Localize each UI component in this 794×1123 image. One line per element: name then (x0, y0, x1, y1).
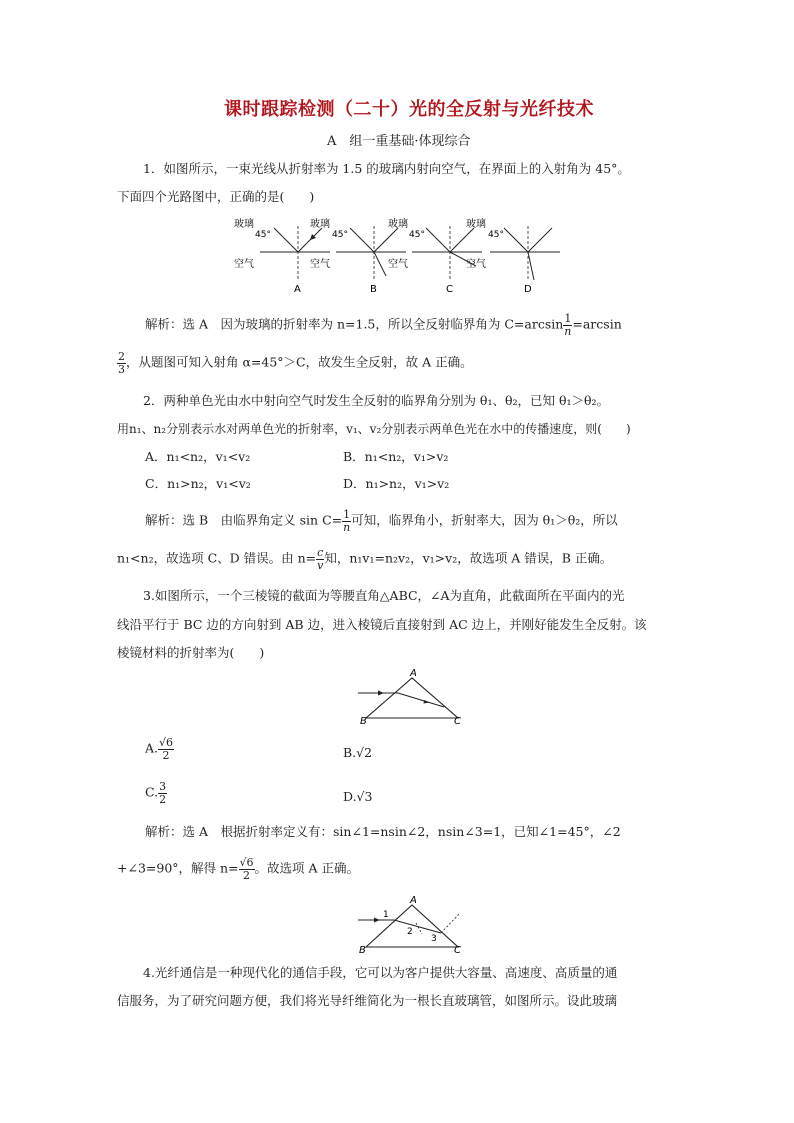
q2-line2: 用n₁、n₂分别表示水对两单色光的折射率，v₁、v₂分别表示两单色光在水中的传播速度，则( ) (117, 422, 631, 436)
glass-label: 玻璃 (466, 219, 486, 230)
q3-line3: 棱镜材料的折射率为( ) (117, 645, 265, 660)
q3-option-c (145, 781, 167, 805)
q1-fraction-1-over-n (563, 313, 572, 337)
angle-label: 45° (488, 230, 504, 240)
q1-answer-text-b: =arcsin (572, 316, 622, 332)
denominator: 2 (243, 868, 251, 882)
vertex-a-label: A (410, 895, 417, 906)
q2-option-b: B．n₁<n₂，v₁>v₂ (343, 449, 449, 464)
numerator: c (317, 546, 324, 559)
denominator: n (343, 520, 351, 534)
denominator: 2 (159, 792, 167, 806)
q1-ray-diagrams (228, 210, 568, 296)
q3-line1: 3.如图所示，一个三棱镜的截面为等腰直角△ABC，∠A为直角，此截面所在平面内的光 (143, 588, 625, 603)
diagram-d-label: D (524, 284, 532, 295)
q2-answer2-text-b: 知，n₁v₁=n₂v₂，v₁>v₂，故选项 A 错误，B 正确。 (324, 550, 613, 566)
q1-answer-text-a: 解析：选 A 因为玻璃的折射率为 n=1.5，所以全反射临界角为 C=arcsin (145, 316, 564, 332)
q2-option-d: D．n₁>n₂，v₁>v₂ (343, 476, 450, 491)
glass-label: 玻璃 (310, 219, 330, 230)
air-label: 空气 (234, 259, 254, 270)
vertex-c-label: C (454, 945, 461, 955)
q2-answer-line2 (117, 547, 612, 571)
angle-3-label: 3 (431, 934, 437, 944)
q2-option-a: A．n₁<n₂，v₁<v₂ (145, 449, 251, 464)
q4-line1: 4.光纤通信是一种现代化的通信手段，它可以为客户提供大容量、高速度、高质量的通 (143, 965, 618, 980)
numerator: √6 (239, 856, 254, 869)
q2-answer-line1 (145, 509, 618, 533)
denominator: 3 (118, 362, 125, 376)
q3-option-a-fraction (158, 737, 174, 761)
angle-label: 45° (255, 230, 271, 240)
q3-answer-line1: 解析：选 A 根据折射率定义有：sin∠1=nsin∠2，nsin∠3=1，已知∠1=45°，∠2 (145, 824, 621, 839)
q3-answer-fraction (239, 857, 255, 881)
q1-answer-line1 (145, 313, 622, 337)
q3-answer-line2 (117, 857, 359, 881)
angle-label: 45° (409, 230, 425, 240)
air-label: 空气 (310, 259, 330, 270)
denominator: 2 (162, 748, 170, 762)
denominator: n (564, 324, 572, 338)
q3-option-d: D.√3 (343, 789, 373, 804)
q3-option-a (145, 737, 174, 761)
q3-line2: 线沿平行于 BC 边的方向射到 AB 边，进入棱镜后直接射到 AC 边上，并刚好能发生全反射。该 (117, 617, 647, 632)
q2-answer-text-a: 解析：选 B 由临界角定义 sin C= (145, 512, 343, 528)
angle-2-label: 2 (407, 927, 413, 937)
q3-option-c-prefix: C. (145, 784, 159, 800)
air-label: 空气 (466, 259, 486, 270)
page-title: 课时跟踪检测（二十）光的全反射与光纤技术 (224, 99, 594, 120)
angle-1-label: 1 (383, 910, 389, 920)
q4-line2: 信服务，为了研究问题方便，我们将光导纤维简化为一根长直玻璃管，如图所示。设此玻璃 (117, 993, 618, 1008)
q3-option-a-prefix: A. (145, 740, 159, 756)
q3-prism-diagram (356, 666, 476, 726)
q1-line1: 1．如图所示，一束光线从折射率为 1.5 的玻璃内射向空气，在界面上的入射角为 45°。 (143, 161, 630, 176)
q3-solution-diagram (356, 893, 476, 955)
q2-line1: 2．两种单色光由水中射向空气时发生全反射的临界角分别为 θ₁、θ₂，已知 θ₁＞θ₂。 (143, 393, 610, 408)
q3-answer-text-a: +∠3=90°，解得 n= (117, 860, 239, 876)
numerator: 1 (343, 508, 351, 521)
diagram-a-label: A (294, 284, 301, 295)
numerator: 2 (118, 350, 125, 363)
q3-answer-text-b: 。故选项 A 正确。 (254, 860, 360, 876)
diagram-d (466, 217, 560, 295)
q1-fraction-2-over-3 (117, 351, 126, 375)
q2-fraction-1-over-n (342, 509, 351, 533)
vertex-c-label: C (454, 716, 461, 726)
numerator: 1 (564, 312, 572, 325)
numerator: 3 (159, 780, 167, 793)
diagram-b-label: B (370, 284, 377, 295)
vertex-b-label: B (360, 716, 367, 726)
vertex-b-label: B (359, 945, 366, 955)
angle-label: 45° (332, 230, 348, 240)
denominator: v (317, 558, 324, 572)
q1-line2: 下面四个光路图中，正确的是( ) (117, 189, 315, 204)
q3-option-c-fraction (158, 781, 167, 805)
vertex-a-label: A (410, 668, 417, 679)
q2-answer2-text-a: n₁<n₂，故选项 C、D 错误。由 n= (117, 550, 317, 566)
q2-answer-text-b: 可知，临界角小，折射率大，因为 θ₁＞θ₂，所以 (351, 512, 618, 528)
q1-answer-line2 (117, 351, 473, 375)
numerator: √6 (159, 736, 174, 749)
q3-option-b: B.√2 (343, 745, 373, 760)
glass-label: 玻璃 (234, 219, 254, 230)
q1-answer-text-c: ，从题图可知入射角 α=45°＞C，故发生全反射，故 A 正确。 (126, 354, 473, 370)
air-label: 空气 (388, 259, 408, 270)
diagram-c-label: C (446, 284, 453, 295)
section-heading: A 组一重基础·体现综合 (327, 134, 471, 149)
glass-label: 玻璃 (388, 219, 408, 230)
q2-option-c: C．n₁>n₂，v₁<v₂ (145, 476, 251, 491)
